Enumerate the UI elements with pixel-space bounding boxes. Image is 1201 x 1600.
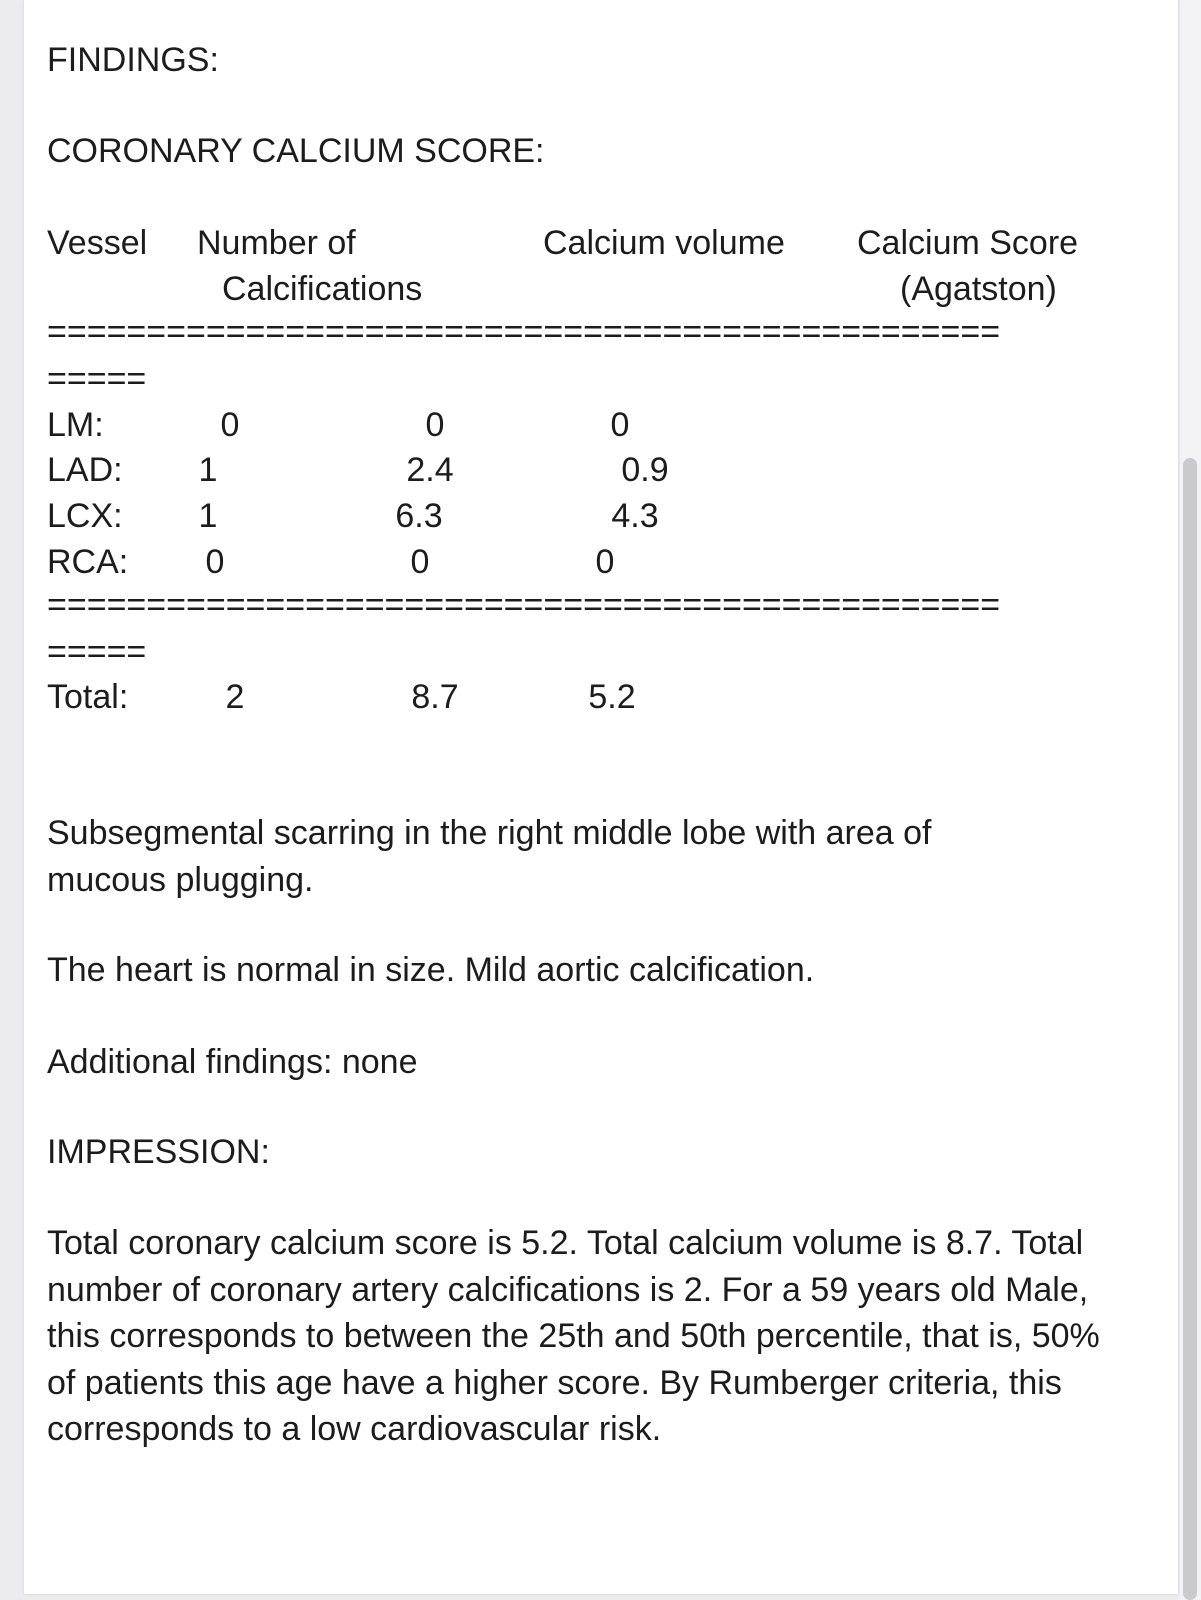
additional-findings: Additional findings: none <box>47 1043 418 1081</box>
row-lcx-volume: 6.3 <box>395 497 443 535</box>
separator-long: ================================================ <box>47 586 1001 624</box>
row-lad-vessel: LAD: <box>47 451 123 489</box>
row-lm-volume: 0 <box>425 406 445 444</box>
impression-heading: IMPRESSION: <box>47 1133 270 1171</box>
scrollbar-thumb[interactable] <box>1183 458 1197 1600</box>
row-rca-vessel: RCA: <box>47 543 129 581</box>
header-score-line1: Calcium Score <box>857 224 1079 262</box>
total-score: 5.2 <box>588 678 636 716</box>
impression-paragraph: Total coronary calcium score is 5.2. Total calcium volume is 8.7. Total number of coronary artery calcifications is 2. For a 59 years old Male, this corresponds to between the 25th and 50th percentile, that is, 50% of patients this age have a higher score. By Rumberger criteria, this corresponds to a low cardiovascular risk. <box>47 1224 1100 1448</box>
header-vessel: Vessel <box>47 224 148 262</box>
header-count-line1: Number of <box>197 224 356 262</box>
header-volume: Calcium volume <box>543 224 785 262</box>
row-lad-volume: 2.4 <box>406 451 454 489</box>
row-lcx-vessel: LCX: <box>47 497 123 535</box>
findings-heading: FINDINGS: <box>47 41 219 79</box>
separator-short: ===== <box>47 360 147 398</box>
total-volume: 8.7 <box>411 678 459 716</box>
row-lad-count: 1 <box>198 451 218 489</box>
calcium-score-heading: CORONARY CALCIUM SCORE: <box>47 132 545 170</box>
heart-paragraph: The heart is normal in size. Mild aortic calcification. <box>47 951 815 989</box>
row-rca-count: 0 <box>205 543 225 581</box>
row-lm-score: 0 <box>610 406 630 444</box>
total-label: Total: <box>47 678 129 716</box>
row-lad-score: 0.9 <box>621 451 669 489</box>
row-lcx-count: 1 <box>198 497 218 535</box>
separator-long: ================================================ <box>47 313 1001 351</box>
row-lcx-score: 4.3 <box>611 497 659 535</box>
total-count: 2 <box>225 678 245 716</box>
row-lm-vessel: LM: <box>47 406 104 444</box>
row-lm-count: 0 <box>220 406 240 444</box>
row-rca-score: 0 <box>595 543 615 581</box>
header-count-line2: Calcifications <box>222 270 423 308</box>
header-score-line2: (Agatston) <box>900 270 1057 308</box>
scarring-paragraph: Subsegmental scarring in the right middle lobe with area of mucous plugging. <box>47 814 932 899</box>
separator-short: ===== <box>47 633 147 671</box>
row-rca-volume: 0 <box>410 543 430 581</box>
